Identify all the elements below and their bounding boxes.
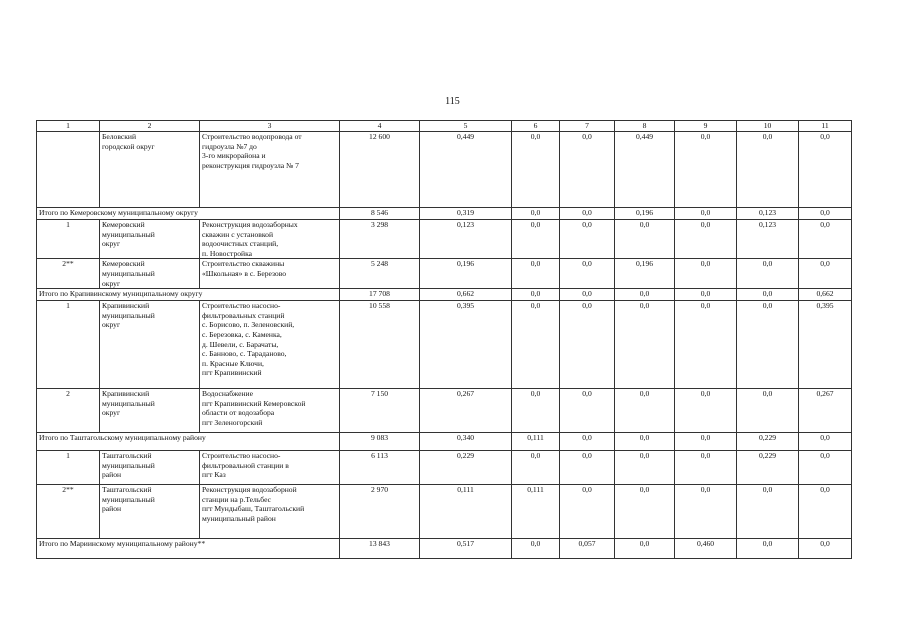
value-cell: 0,0 <box>799 208 852 220</box>
value-cell: 3 298 <box>340 220 420 259</box>
value-cell: 9 083 <box>340 433 420 451</box>
column-number: 5 <box>420 121 512 132</box>
value-cell: 0,0 <box>675 289 737 301</box>
table-row <box>37 301 852 389</box>
district-cell: Крапивинский муниципальный округ <box>100 389 200 433</box>
value-cell: 0,111 <box>420 485 512 539</box>
value-cell: 0,0 <box>737 301 799 389</box>
value-cell: 0,449 <box>615 132 675 208</box>
value-cell: 8 546 <box>340 208 420 220</box>
table-row <box>37 220 852 259</box>
row-number: 2** <box>37 259 100 289</box>
value-cell: 0,319 <box>420 208 512 220</box>
value-cell: 0,0 <box>615 451 675 485</box>
district-cell: Крапивинский муниципальный округ <box>100 301 200 389</box>
value-cell: 0,0 <box>799 259 852 289</box>
value-cell: 0,267 <box>420 389 512 433</box>
value-cell: 0,0 <box>560 208 615 220</box>
value-cell: 0,0 <box>675 220 737 259</box>
value-cell: 0,111 <box>512 433 560 451</box>
value-cell: 0,0 <box>737 485 799 539</box>
value-cell: 0,662 <box>799 289 852 301</box>
value-cell: 0,0 <box>615 485 675 539</box>
value-cell: 0,0 <box>560 259 615 289</box>
column-number: 7 <box>560 121 615 132</box>
project-cell: Реконструкция водозаборной станции на р.Тельбес пгт Мундыбаш, Таштагольский муниципальный район <box>200 485 340 539</box>
project-cell: Реконструкция водозаборных скважин с установкой водоочистных станций, п. Новостройка <box>200 220 340 259</box>
value-cell: 0,0 <box>799 132 852 208</box>
value-cell: 0,0 <box>799 485 852 539</box>
value-cell: 0,517 <box>420 539 512 559</box>
value-cell: 0,0 <box>560 433 615 451</box>
total-label: Итого по Крапивинскому муниципальному округу <box>37 289 340 301</box>
table-row <box>37 132 852 208</box>
value-cell: 2 970 <box>340 485 420 539</box>
column-number-row <box>37 121 852 132</box>
value-cell: 0,0 <box>615 301 675 389</box>
value-cell: 0,340 <box>420 433 512 451</box>
total-row <box>37 289 852 301</box>
value-cell: 0,057 <box>560 539 615 559</box>
district-cell: Таштагольский муниципальный район <box>100 485 200 539</box>
value-cell: 0,0 <box>560 220 615 259</box>
value-cell: 0,123 <box>737 220 799 259</box>
value-cell: 0,0 <box>675 132 737 208</box>
value-cell: 0,0 <box>615 389 675 433</box>
total-label: Итого по Кемеровскому муниципальному округу <box>37 208 340 220</box>
value-cell: 0,0 <box>560 485 615 539</box>
value-cell: 0,0 <box>560 132 615 208</box>
value-cell: 0,449 <box>420 132 512 208</box>
value-cell: 0,460 <box>675 539 737 559</box>
value-cell: 0,0 <box>615 220 675 259</box>
total-row <box>37 208 852 220</box>
value-cell: 0,0 <box>560 301 615 389</box>
value-cell: 0,0 <box>675 485 737 539</box>
value-cell: 0,0 <box>512 259 560 289</box>
value-cell: 0,0 <box>675 208 737 220</box>
table-row <box>37 389 852 433</box>
value-cell: 0,229 <box>737 451 799 485</box>
value-cell: 0,0 <box>560 451 615 485</box>
value-cell: 0,0 <box>512 539 560 559</box>
value-cell: 0,0 <box>675 451 737 485</box>
value-cell: 0,0 <box>512 132 560 208</box>
column-number: 11 <box>799 121 852 132</box>
value-cell: 0,0 <box>512 451 560 485</box>
total-label: Итого по Мариинскому муниципальному району** <box>37 539 340 559</box>
value-cell: 6 113 <box>340 451 420 485</box>
table-row <box>37 451 852 485</box>
column-number: 1 <box>37 121 100 132</box>
row-number: 1 <box>37 451 100 485</box>
project-cell: Строительство насосно- фильтровальных станций с. Борисово, п. Зеленовский, с. Березовка, с. Каменка, д. Шевели, с. Барачаты, с. Банново, с. Тараданово, п. Красные Ключи, пгт Крапивинский <box>200 301 340 389</box>
row-number: 2** <box>37 485 100 539</box>
column-number: 10 <box>737 121 799 132</box>
total-label: Итого по Таштагольскому муниципальному району <box>37 433 340 451</box>
project-cell: Строительство скважины «Школьная» в с. Березово <box>200 259 340 289</box>
project-cell: Строительство насосно- фильтровальной станции в пгт Каз <box>200 451 340 485</box>
value-cell: 0,0 <box>560 289 615 301</box>
row-number: 2 <box>37 389 100 433</box>
funding-table <box>36 120 852 559</box>
district-cell: Кемеровский муниципальный округ <box>100 220 200 259</box>
value-cell: 0,0 <box>675 389 737 433</box>
value-cell: 0,196 <box>615 259 675 289</box>
value-cell: 17 708 <box>340 289 420 301</box>
value-cell: 0,0 <box>799 433 852 451</box>
value-cell: 0,0 <box>737 389 799 433</box>
value-cell: 0,0 <box>615 289 675 301</box>
value-cell: 0,0 <box>560 389 615 433</box>
table-row <box>37 485 852 539</box>
value-cell: 0,0 <box>799 220 852 259</box>
row-number: 1 <box>37 220 100 259</box>
value-cell: 0,395 <box>799 301 852 389</box>
column-number: 9 <box>675 121 737 132</box>
table-row <box>37 259 852 289</box>
value-cell: 0,0 <box>799 539 852 559</box>
value-cell: 0,123 <box>737 208 799 220</box>
project-cell: Строительство водопровода от гидроузла №7 до 3-го микрорайона и реконструкция гидроузла № 7 <box>200 132 340 208</box>
project-cell: Водоснабжение пгт Крапивинский Кемеровской области от водозабора пгт Зеленогорский <box>200 389 340 433</box>
value-cell: 0,229 <box>420 451 512 485</box>
value-cell: 0,0 <box>512 289 560 301</box>
row-number <box>37 132 100 208</box>
value-cell: 0,0 <box>512 220 560 259</box>
value-cell: 0,196 <box>615 208 675 220</box>
district-cell: Таштагольский муниципальный район <box>100 451 200 485</box>
row-number: 1 <box>37 301 100 389</box>
value-cell: 10 558 <box>340 301 420 389</box>
value-cell: 0,395 <box>420 301 512 389</box>
value-cell: 5 248 <box>340 259 420 289</box>
value-cell: 0,0 <box>512 389 560 433</box>
value-cell: 7 150 <box>340 389 420 433</box>
value-cell: 0,0 <box>675 301 737 389</box>
value-cell: 0,0 <box>615 433 675 451</box>
value-cell: 0,0 <box>737 289 799 301</box>
value-cell: 13 843 <box>340 539 420 559</box>
value-cell: 0,0 <box>675 259 737 289</box>
value-cell: 0,229 <box>737 433 799 451</box>
total-row <box>37 539 852 559</box>
column-number: 8 <box>615 121 675 132</box>
page-number: 115 <box>445 96 460 107</box>
value-cell: 0,267 <box>799 389 852 433</box>
value-cell: 0,0 <box>512 208 560 220</box>
value-cell: 0,0 <box>675 433 737 451</box>
value-cell: 0,0 <box>615 539 675 559</box>
column-number: 4 <box>340 121 420 132</box>
value-cell: 0,0 <box>737 539 799 559</box>
value-cell: 0,111 <box>512 485 560 539</box>
value-cell: 12 600 <box>340 132 420 208</box>
value-cell: 0,0 <box>512 301 560 389</box>
district-cell: Кемеровский муниципальный округ <box>100 259 200 289</box>
column-number: 2 <box>100 121 200 132</box>
value-cell: 0,662 <box>420 289 512 301</box>
column-number: 6 <box>512 121 560 132</box>
total-row <box>37 433 852 451</box>
value-cell: 0,196 <box>420 259 512 289</box>
value-cell: 0,0 <box>799 451 852 485</box>
value-cell: 0,0 <box>737 259 799 289</box>
district-cell: Беловский городской округ <box>100 132 200 208</box>
value-cell: 0,123 <box>420 220 512 259</box>
column-number: 3 <box>200 121 340 132</box>
value-cell: 0,0 <box>737 132 799 208</box>
